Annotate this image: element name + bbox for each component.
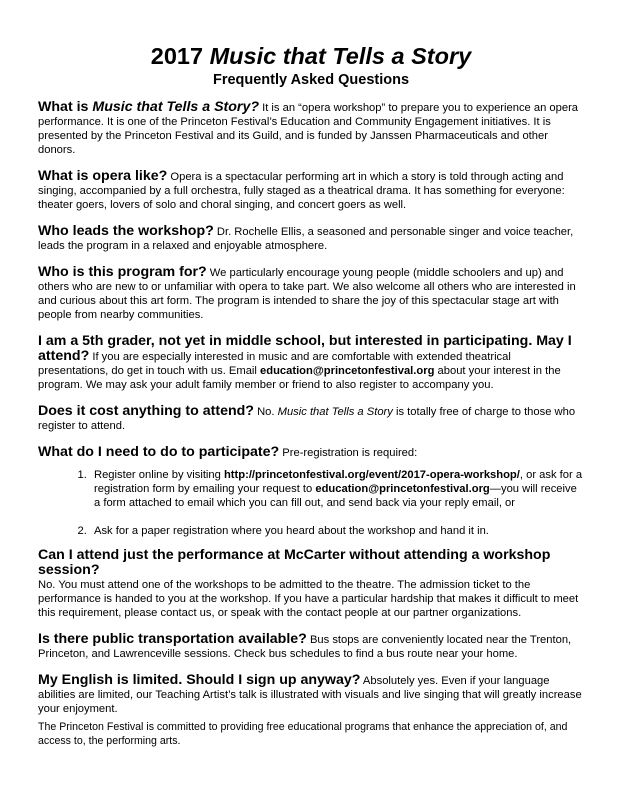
faq-answer: Bus stops are conveniently located near the Trenton, Princeton, and Lawrenceville sessions. Check bus schedules to find a bus route near your home. — [38, 634, 572, 660]
page-subtitle: Frequently Asked Questions — [212, 72, 410, 88]
faq-question: I am a 5th grader, not yet in middle school, but interested in participating. May I attend? — [38, 333, 572, 364]
faq-item-transport — [38, 632, 584, 661]
faq-question: What do I need to do to participate? — [38, 444, 280, 460]
faq-answer: Pre-registration is required: — [282, 447, 418, 459]
faq-question: My English is limited. Should I sign up anyway? — [38, 672, 361, 688]
title-year: 2017 — [150, 43, 204, 69]
faq-answer: Opera is a spectacular performing art in which a story is told through acting and singing, accompanied by a full orchestra, fully staged as a theatrical drama. It has something for everyone: theater goers, lovers of solo and choral singing, and concert goers as well. — [38, 171, 565, 211]
faq-question: What is opera like? — [38, 168, 168, 184]
registration-url[interactable]: http://princetonfestival.org/event/2017-opera-workshop/ — [223, 469, 520, 481]
faq-item-what-is — [38, 100, 584, 157]
faq-item-opera-like — [38, 169, 584, 212]
faq-question: Can I attend just the performance at McCarter without attending a workshop session? — [38, 547, 551, 578]
footer-note: The Princeton Festival is committed to providing free educational programs that enhance the appreciation of, and access to, the performing arts. — [38, 721, 568, 747]
faq-item-cost — [38, 404, 584, 433]
faq-question: Does it cost anything to attend? — [38, 403, 254, 419]
faq-item-participate — [38, 445, 584, 538]
faq-item-who-for — [38, 265, 584, 322]
faq-answer: Absolutely yes. Even if your language abilities are limited, our Teaching Artist’s talk is illustrated with visuals and live singing that will greatly increase your enjoyment. — [38, 675, 582, 715]
step-paper: 2. Ask for a paper registration where you heard about the workshop and hand it in. — [90, 524, 584, 538]
faq-answer: It is an “opera workshop” to prepare you to experience an opera performance. It is one of the Princeton Festival’s Education and Community Engagement initiatives. It is presented by the Princeton Festival and its Guild, and is funded by Janssen Pharmaceuticals and other donors. — [38, 102, 579, 156]
faq-answer: No. Music that Tells a Story is totally free of charge to those who register to attend. — [38, 406, 576, 432]
page-title — [38, 0, 584, 70]
faq-answer: Dr. Rochelle Ellis, a seasoned and personable singer and voice teacher, leads the program in a relaxed and enjoyable atmosphere. — [38, 226, 574, 252]
faq-question: What is Music that Tells a Story? — [38, 99, 259, 115]
faq-answer: No. You must attend one of the workshops to be admitted to the theatre. The admission ticket to the performance is handed to you at the workshop. If you have a particular hardship that makes it difficult to meet this requirement, please contact us, or speak with the contact people at our partner organizations. — [38, 579, 579, 619]
faq-answer: If you are especially interested in music and are comfortable with extended theatrical presentations, do get in touch with us. Email education@princetonfestival.org about your interest in the program. We may ask your adult family member or friend to also register to accompany you. — [38, 351, 561, 391]
faq-answer: We particularly encourage young people (middle schoolers and up) and others who are new to or unfamiliar with opera to take part. We also welcome all others who are interested in and curious about this art form. The program is intended to share the joy of this spectacular stage art with people from nearby communities. — [38, 267, 576, 321]
faq-item-who-leads — [38, 224, 584, 253]
faq-question: Is there public transportation available? — [38, 631, 307, 647]
faq-item-english — [38, 673, 584, 716]
title-name: Music that Tells a Story — [209, 43, 472, 69]
faq-question: Who leads the workshop? — [38, 223, 214, 239]
registration-email[interactable]: education@princetonfestival.org — [315, 483, 490, 495]
registration-steps — [38, 468, 584, 538]
faq-item-5th-grader — [38, 334, 584, 392]
contact-email[interactable]: education@princetonfestival.org — [260, 365, 435, 377]
step-online: 1. Register online by visiting http://princetonfestival.org/event/2017-opera-workshop/, or ask for a registration form by emailing your request to education@princetonfestival.org—you will receive a form attached to email which you can fill out, and send back via your reply email, or — [90, 468, 584, 510]
faq-item-mccarter — [38, 548, 584, 620]
faq-question-row — [38, 445, 584, 460]
faq-question: Who is this program for? — [38, 264, 207, 280]
